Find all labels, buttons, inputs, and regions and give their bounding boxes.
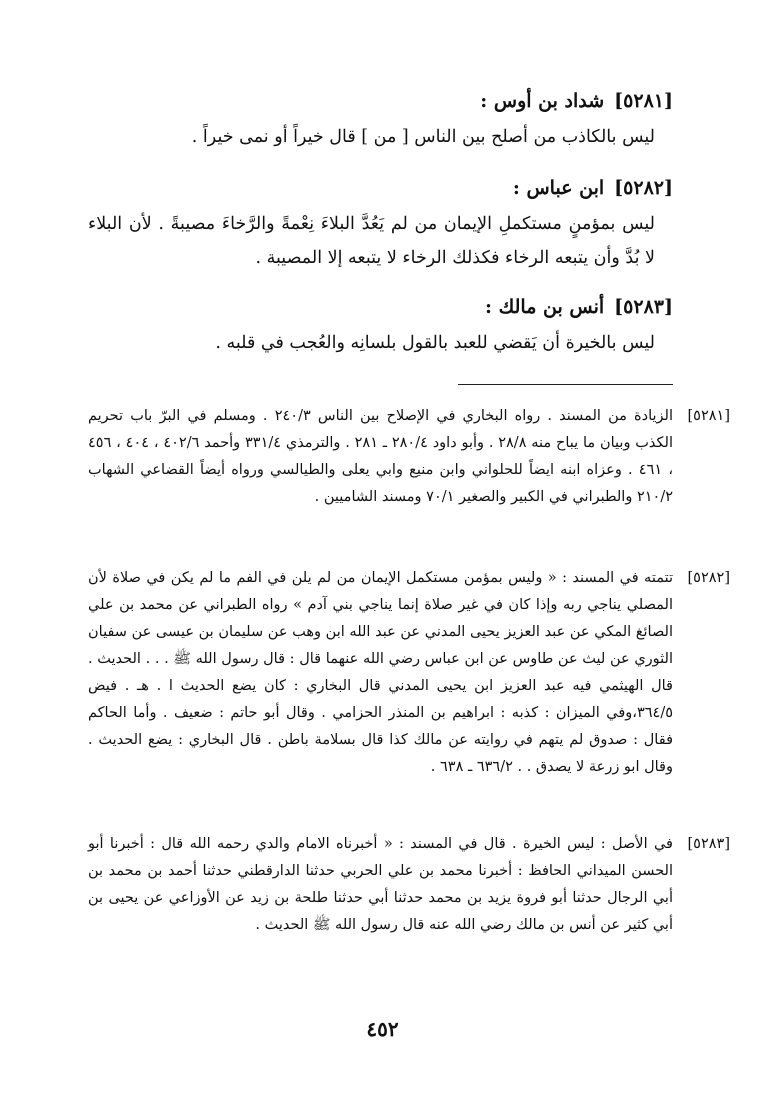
- footnote-text: تتمته في المسند : « وليس بمؤمن مستكمل الإيمان من لم يلن في الفم ما لم يكن في صلاة لأن المصلي يناجي ربه وإذا كان في غير صلاة إنما يناجي بني آدم » رواه الطبراني عن محمد بن علي الصائغ المكي عن عبد العزيز يحيى المدني عن عبد الله ابن وهب عن سليمان بن عيسى عن سفيان الثوري عن ليث عن طاوس عن ابن عباس رضي الله عنهما قال : قال رسول الله ﷺ . . . الحديث . قال الهيثمي فيه عبد العزيز ابن يحيى المدني قال البخاري : كان يضع الحديث ا . هـ . فيض ٣٦٤/٥،وفي الميزان : كذبه : ابراهيم بن المنذر الحزامي . وقال أبو حاتم : ضعيف . وأما الحاكم فقال : صدوق لم يتهم في روايته عن مالك كذا قال بسلامة باطن . قال البخاري : يضع الحديث . وقال ابو زرعة لا يصدق . . ٦٣٦/٢ ـ ٦٣٨ .: [88, 570, 673, 775]
- hadith-entry: [88, 175, 673, 275]
- entry-text: ليس بالكاذب من أصلح بين الناس [ من ] قال خيراً أو نمى خيراً .: [191, 127, 655, 147]
- entry-text: ليس بالخيرة أن يَقضي للعبد بالقول بلسانِه والعُجب في قلبه .: [215, 333, 655, 353]
- entry-heading: [88, 175, 673, 201]
- entry-number: [٥٢٨٢]: [614, 177, 673, 199]
- footnote-text: الزيادة من المسند . رواه البخاري في الإصلاح بين الناس ٢٤٠/٣ . ومسلم في البرّ باب تحريم الكذب وبيان ما يباح منه ٢٨/٨ . وأبو داود ٢٨٠/٤ ـ ٢٨١ . والترمذي ٣٣١/٤ وأحمد ٤٠٢/٦ ، ٤٠٤ ، ٤٥٦ ، ٤٦١ . وعزاه ابنه ايضاً للحلواني وابن منيع وابي يعلى والطيالسي ورواه أيضاً القضاعي الشهاب ٢١٠/٢ والطبراني في الكبير والصغير ٧٠/١ ومسند الشاميين .: [88, 408, 673, 505]
- footnote-divider: [458, 384, 673, 385]
- footnote: [88, 403, 730, 511]
- entry-narrator: شداد بن أوس :: [480, 90, 605, 112]
- entry-text: ليس بمؤمنٍ مستكملِ الإيمان من لم يَعُدَّ البلاءَ نِعْمةً والرَّخاءَ مصيبةً . لأن البلاء لا بُدَّ وأن يتبعه الرخاء فكذلك الرخاء لا يتبعه إلا المصيبة .: [88, 214, 655, 268]
- footnote-ref: [٥٢٨٣]: [687, 836, 730, 852]
- entry-heading: [88, 88, 673, 114]
- footnote-ref: [٥٢٨١]: [687, 408, 730, 424]
- footnote-text: في الأصل : ليس الخيرة . قال في المسند : « أخبرناه الامام والدي رحمه الله قال : أخبرنا أبو الحسن الميداني الحافظ : أخبرنا محمد بن علي الحربي حدثنا الدارقطني حدثنا أحمد بن محمد بن أبي الرجال حدثنا أبو فروة يزيد بن محمد حدثنا أبي حدثنا طلحة بن زيد عن الأوزاعي عن يحيى بن أبي كثير عن أنس بن مالك رضي الله عنه قال رسول الله ﷺ الحديث .: [88, 836, 673, 933]
- entry-number: [٥٢٨٣]: [614, 296, 673, 318]
- page-number: ٤٥٢: [366, 1017, 399, 1041]
- hadith-entry: [88, 88, 673, 154]
- entry-narrator: ابن عباس :: [512, 177, 605, 199]
- entry-number: [٥٢٨١]: [614, 90, 673, 112]
- entry-heading: [88, 294, 673, 320]
- footnote: [88, 565, 730, 781]
- footnote-ref: [٥٢٨٢]: [687, 570, 730, 586]
- hadith-entry: [88, 294, 673, 360]
- entry-narrator: أنس بن مالك :: [485, 296, 605, 318]
- footnote: [88, 831, 730, 939]
